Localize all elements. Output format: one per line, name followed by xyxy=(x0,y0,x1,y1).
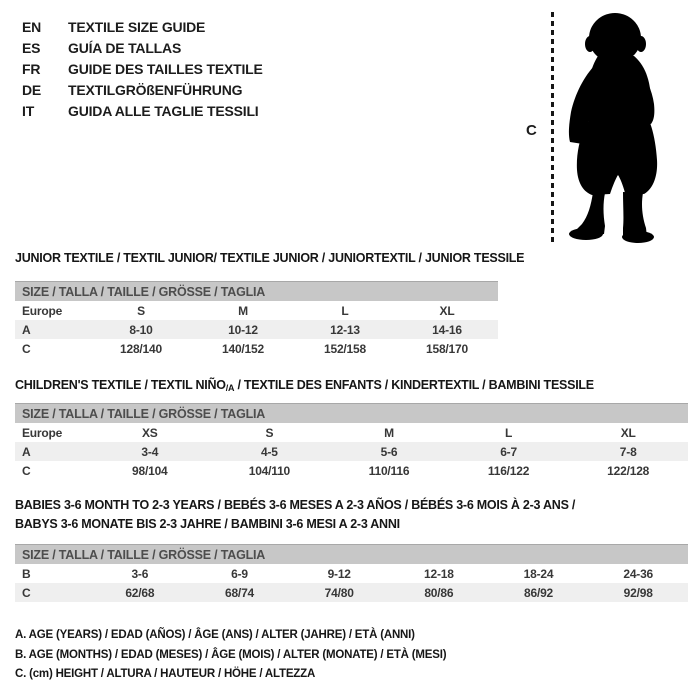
height-cell: 80/86 xyxy=(424,585,454,600)
size-cell: L xyxy=(341,303,349,318)
language-code: FR xyxy=(22,60,41,77)
height-cell: 92/98 xyxy=(623,585,653,600)
size-header-text: SIZE / TALLA / TAILLE / GRÖSSE / TAGLIA xyxy=(22,284,266,299)
language-row-fr xyxy=(22,58,263,79)
height-cell: 158/170 xyxy=(426,341,468,356)
row-label: Europe xyxy=(22,303,63,318)
children-title-pre: CHILDREN'S TEXTILE / TEXTIL NIÑO xyxy=(15,378,226,392)
language-row-de xyxy=(22,79,263,100)
footnotes xyxy=(15,626,446,685)
language-title: GUIDA ALLE TAGLIE TESSILI xyxy=(68,102,259,119)
babies-size-table xyxy=(15,544,688,602)
height-cell: 110/116 xyxy=(368,463,410,478)
language-title: TEXTILGRÖßENFÜHRUNG xyxy=(68,81,243,98)
children-title-subscript: /A xyxy=(225,383,235,393)
size-header-text: SIZE / TALLA / TAILLE / GRÖSSE / TAGLIA xyxy=(22,406,266,421)
age-cell: 3-4 xyxy=(141,444,159,459)
row-label: C xyxy=(22,341,31,356)
height-cell: 68/74 xyxy=(224,585,255,600)
table-row-height xyxy=(15,339,498,358)
size-cell: L xyxy=(505,425,513,440)
age-cell: 12-13 xyxy=(330,322,360,337)
height-measure-label: C xyxy=(526,122,537,139)
toddler-silhouette-icon xyxy=(562,8,692,248)
height-cell: 104/110 xyxy=(248,463,291,478)
language-title-list xyxy=(22,16,263,121)
language-title: GUÍA DE TALLAS xyxy=(68,39,182,56)
language-title: GUIDE DES TAILLES TEXTILE xyxy=(68,60,263,77)
language-row-en xyxy=(22,16,263,37)
height-cell: 62/68 xyxy=(125,585,155,600)
age-cell: 10-12 xyxy=(228,322,258,337)
table-row-age xyxy=(15,320,498,339)
age-cell: 5-6 xyxy=(380,444,398,459)
language-title: TEXTILE SIZE GUIDE xyxy=(68,18,206,35)
language-code: IT xyxy=(22,102,35,119)
size-header-bar xyxy=(15,544,688,564)
age-cell: 7-8 xyxy=(619,444,637,459)
height-dashed-line xyxy=(551,12,554,245)
row-label: C xyxy=(22,463,31,478)
size-cell: S xyxy=(137,303,145,318)
months-cell: 24-36 xyxy=(623,566,654,581)
language-row-it xyxy=(22,100,263,121)
age-cell: 6-7 xyxy=(500,444,517,459)
height-cell: 122/128 xyxy=(607,463,650,478)
footnote-a: A. AGE (YEARS) / EDAD (AÑOS) / ÂGE (ANS) / ALTER (JAHRE) / ETÀ (ANNI) xyxy=(15,629,415,641)
row-label: B xyxy=(22,566,31,581)
children-title-post: / TEXTILE DES ENFANTS / KINDERTEXTIL / BAMBINI TESSILE xyxy=(234,378,594,392)
size-cell: XL xyxy=(439,303,455,318)
months-cell: 3-6 xyxy=(131,566,149,581)
size-cell: XL xyxy=(620,425,636,440)
height-cell: 98/104 xyxy=(132,463,168,478)
size-header-bar xyxy=(15,403,688,423)
babies-title-line2: BABYS 3-6 MONATE BIS 2-3 JAHRE / BAMBINI 3-6 MESI A 2-3 ANNI xyxy=(15,516,400,531)
months-cell: 12-18 xyxy=(424,566,454,581)
height-cell: 140/152 xyxy=(222,341,264,356)
table-row-months xyxy=(15,564,688,583)
height-cell: 128/140 xyxy=(120,341,162,356)
size-cell: M xyxy=(238,303,248,318)
children-table-title xyxy=(15,378,594,393)
table-row-europe xyxy=(15,423,688,442)
height-cell: 86/92 xyxy=(524,585,554,600)
row-label: A xyxy=(22,322,31,337)
height-cell: 74/80 xyxy=(324,585,354,600)
age-cell: 14-16 xyxy=(432,322,462,337)
junior-table-title: JUNIOR TEXTILE / TEXTIL JUNIOR/ TEXTILE JUNIOR / JUNIORTEXTIL / JUNIOR TESSILE xyxy=(15,251,525,265)
months-cell: 18-24 xyxy=(523,566,554,581)
size-header-bar xyxy=(15,281,498,301)
size-cell: XS xyxy=(141,425,158,440)
footnote-b: B. AGE (MONTHS) / EDAD (MESES) / ÂGE (MOIS) / ALTER (MONATE) / ETÀ (MESI) xyxy=(15,648,447,661)
row-label: A xyxy=(22,444,31,459)
table-row-height xyxy=(15,461,688,480)
height-cell: 152/158 xyxy=(324,341,366,356)
children-size-table xyxy=(15,403,688,480)
babies-table-title xyxy=(15,496,575,533)
table-row-europe xyxy=(15,301,498,320)
babies-title-line1: BABIES 3-6 MONTH TO 2-3 YEARS / BEBÉS 3-6 MESES A 2-3 AÑOS / BÉBÉS 3-6 MOIS À 2-3 ANS / xyxy=(15,498,576,512)
table-row-age xyxy=(15,442,688,461)
age-cell: 4-5 xyxy=(261,444,278,459)
language-code: EN xyxy=(22,18,42,35)
row-label: Europe xyxy=(22,425,63,440)
language-code: ES xyxy=(22,39,41,56)
language-code: DE xyxy=(22,81,42,98)
size-header-text: SIZE / TALLA / TAILLE / GRÖSSE / TAGLIA xyxy=(22,547,266,562)
height-cell: 116/122 xyxy=(487,463,530,478)
row-label: C xyxy=(22,585,31,600)
junior-size-table xyxy=(15,281,498,358)
months-cell: 6-9 xyxy=(231,566,248,581)
table-row-height xyxy=(15,583,688,602)
footnote-c: C. (cm) HEIGHT / ALTURA / HAUTEUR / HÖHE / ALTEZZA xyxy=(15,668,316,680)
age-cell: 8-10 xyxy=(129,322,153,337)
size-cell: S xyxy=(265,425,274,440)
language-row-es xyxy=(22,37,263,58)
size-cell: M xyxy=(384,425,394,440)
months-cell: 9-12 xyxy=(327,566,351,581)
